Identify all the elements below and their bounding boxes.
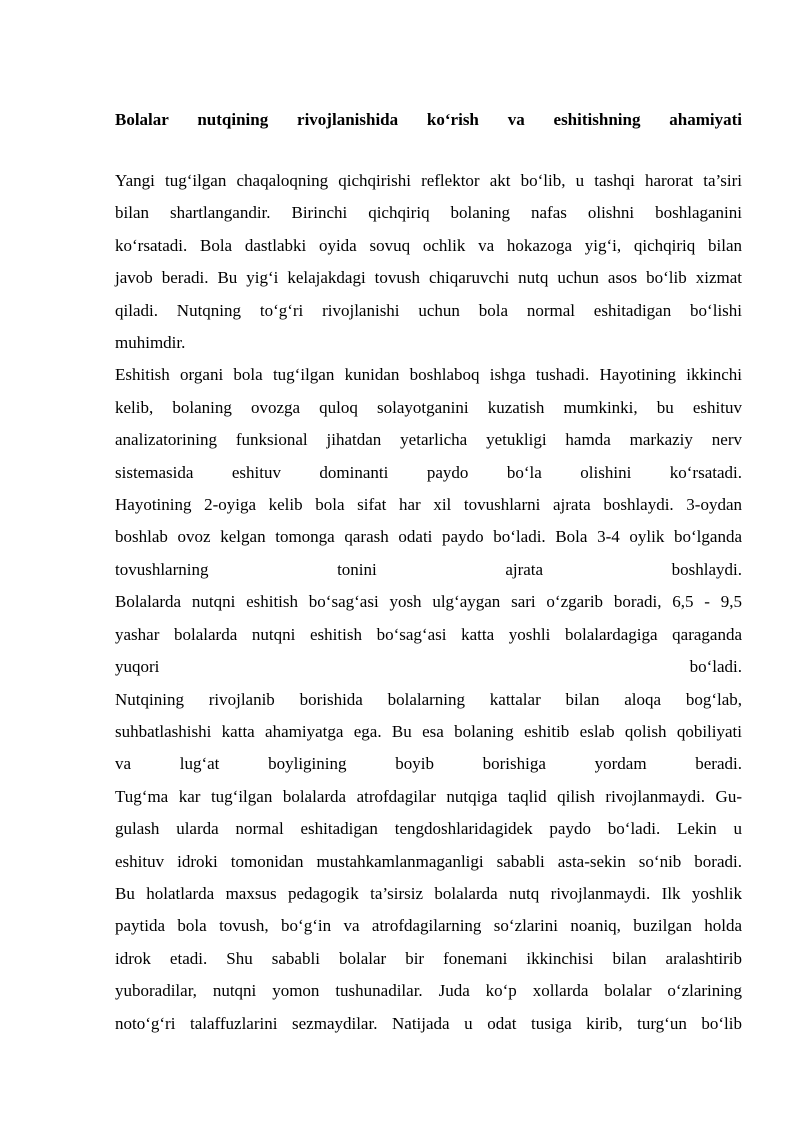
text-line: analizatorining funksional jihatdan yetarlicha yetukligi hamda markaziy nerv: [115, 430, 742, 450]
text-line: Bolalarda nutqni eshitish bo‘sag‘asi yosh ulg‘aygan sari o‘zgarib boradi, 6,5 - 9,5: [115, 592, 742, 612]
text-line: boshlab ovoz kelgan tomonga qarash odati paydo bo‘ladi. Bola 3-4 oylik bo‘lganda: [115, 527, 742, 547]
text-line: idrok etadi. Shu sababli bolalar bir fonemani ikkinchisi bilan aralashtirib: [115, 948, 742, 968]
text-line: yuboradilar, nutqni yomon tushunadilar. Juda ko‘p xollarda bolalar o‘zlarining: [115, 981, 742, 1001]
paragraph-intro: [115, 165, 742, 359]
text-line: bilan shartlangandir. Birinchi qichqiriq bolaning nafas olishni boshlaganini: [115, 203, 742, 223]
text-line: kelib, bolaning ovozga quloq solayotganini kuzatish mumkinki, bu eshituv: [115, 397, 742, 417]
text-line: ko‘rsatadi. Bola dastlabki oyida sovuq ochlik va hokazoga yig‘i, qichqiriq bilan: [115, 235, 742, 255]
text-line: Tug‘ma kar tug‘ilgan bolalarda atrofdagilar nutqiga taqlid qilish rivojlanmaydi. Gu-: [115, 786, 742, 806]
text-line: sistemasida eshituv dominanti paydo bo‘la olishini ko‘rsatadi.: [115, 462, 742, 482]
text-line: qiladi. Nutqning to‘g‘ri rivojlanishi uchun bola normal eshitadigan bo‘lishi: [115, 300, 742, 320]
text-line: javob beradi. Bu yig‘i kelajakdagi tovush chiqaruvchi nutq uchun asos bo‘lib xizmat: [115, 268, 742, 288]
text-line: Hayotining 2-oyiga kelib bola sifat har xil tovushlarni ajrata boshlaydi. 3-oydan: [115, 495, 742, 515]
paragraph-hearing: [115, 359, 742, 1040]
text-line: yashar bolalarda nutqni eshitish bo‘sag‘asi katta yoshli bolalardagiga qaraganda: [115, 624, 742, 644]
text-line: Yangi tug‘ilgan chaqaloqning qichqirishi reflektor akt bo‘lib, u tashqi harorat ta’siri: [115, 171, 742, 190]
text-line: paytida bola tovush, bo‘g‘in va atrofdagilarning so‘zlarini noaniq, buzilgan holda: [115, 916, 742, 936]
text-line: eshituv idroki tomonidan mustahkamlanmaganligi sababli asta-sekin so‘nib boradi.: [115, 851, 742, 871]
document-body: [115, 107, 742, 1040]
text-line: muhimdir.: [115, 333, 186, 353]
text-line: Eshitish organi bola tug‘ilgan kunidan boshlaboq ishga tushadi. Hayotining ikkinchi: [115, 365, 742, 385]
text-line: tovushlarning tonini ajrata boshlaydi.: [115, 559, 742, 579]
text-line: suhbatlashishi katta ahamiyatga ega. Bu esa bolaning eshitib eslab qolish qobiliyati: [115, 721, 742, 741]
text-line: Nutqining rivojlanib borishida bolalarning kattalar bilan aloqa bog‘lab,: [115, 689, 742, 709]
text-line: Bu holatlarda maxsus pedagogik ta’sirsiz bolalarda nutq rivojlanmaydi. Ilk yoshlik: [115, 883, 742, 903]
text-line: va lug‘at boyligining boyib borishiga yordam beradi.: [115, 754, 742, 774]
text-line: gulash ularda normal eshitadigan tengdoshlaridagidek paydo bo‘ladi. Lekin u: [115, 819, 742, 839]
text-line: noto‘g‘ri talaffuzlarini sezmaydilar. Natijada u odat tusiga kirib, turg‘un bo‘lib: [115, 1013, 742, 1033]
document-title: Bolalar nutqining rivojlanishida ko‘rish va eshitishning ahamiyati: [115, 110, 742, 129]
text-line: yuqori bo‘ladi.: [115, 657, 742, 677]
